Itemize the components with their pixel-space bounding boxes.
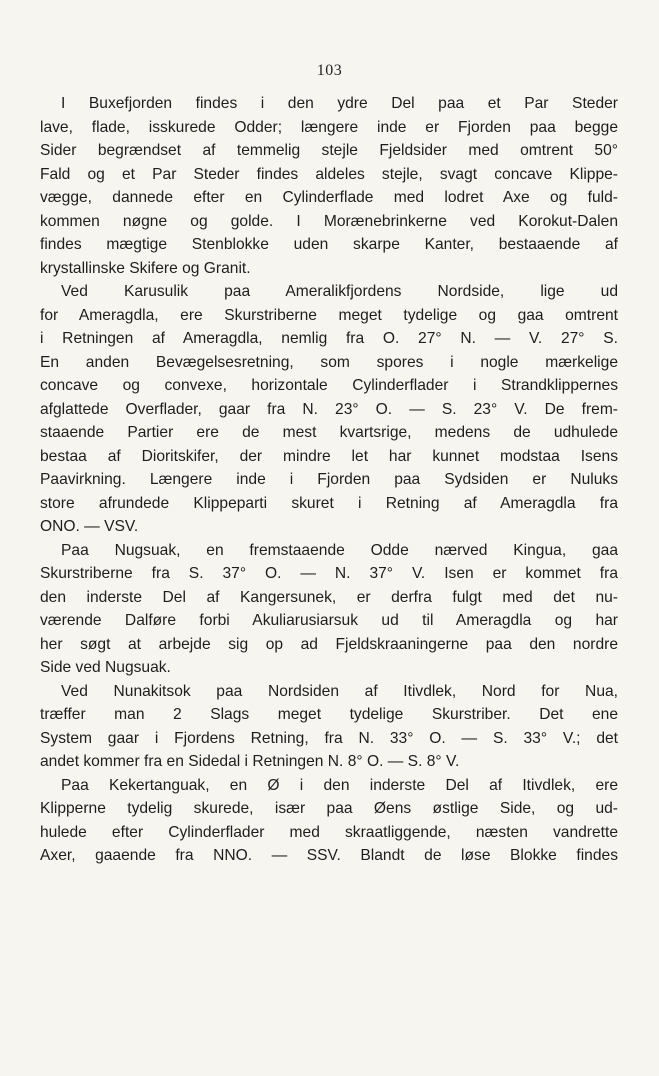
- text-line: staaende Partier ere de mest kvartsrige, medens de udhulede: [40, 424, 618, 441]
- text-line: Fald og et Par Steder findes aldeles stejle, svagt concave Klippe-: [40, 165, 618, 183]
- text-line: vægge, dannede efter en Cylinderflade med lodret Axe og fuld-: [40, 189, 618, 206]
- text-line: Klipperne tydelig skurede, især paa Øens østlige Side, og ud-: [40, 800, 618, 817]
- text-line: værende Dalføre forbi Akuliarusiarsuk ud til Ameragdla og har: [40, 612, 618, 629]
- text-line: hulede efter Cylinderflader med skraatliggende, næsten vandrette: [40, 823, 618, 841]
- text-line: Paa Nugsuak, en fremstaaende Odde nærved Kingua, gaa: [61, 541, 618, 559]
- page-number: 103: [316, 62, 343, 79]
- text-line: I Buxefjorden findes i den ydre Del paa et Par Steder: [61, 95, 618, 112]
- text-line: Side ved Nugsuak.: [40, 659, 171, 676]
- text-line: store afrundede Klippeparti skuret i Retning af Ameragdla fra: [40, 494, 618, 512]
- text-line: træffer man 2 Slags meget tydelige Skurstriber. Det ene: [40, 706, 618, 723]
- text-line: her søgt at arbejde sig op ad Fjeldskraaningerne paa den nordre: [40, 635, 618, 653]
- text-line: for Ameragdla, ere Skurstriberne meget tydelige og gaa omtrent: [40, 306, 618, 324]
- text-line: krystallinske Skifere og Granit.: [40, 259, 251, 277]
- text-line: System gaar i Fjordens Retning, fra N. 33° O. — S. 33° V.; det: [40, 729, 618, 747]
- text-line: Ved Karusulik paa Ameralikfjordens Nordside, lige ud: [61, 283, 618, 300]
- text-line: findes mægtige Stenblokke uden skarpe Kanter, bestaaende af: [40, 236, 618, 253]
- text-line: ONO. — VSV.: [40, 518, 139, 535]
- text-line: den inderste Del af Kangersunek, er derfra fulgt med det nu-: [40, 588, 618, 606]
- body-text: [40, 92, 618, 868]
- text-line: En anden Bevægelsesretning, som spores i nogle mærkelige: [40, 353, 618, 371]
- text-line: Sider begrændset af temmelig stejle Fjeldsider med omtrent 50°: [40, 142, 618, 159]
- text-line: i Retningen af Ameragdla, nemlig fra O. 27° N. — V. 27° S.: [40, 330, 618, 347]
- text-line: Paavirkning. Længere inde i Fjorden paa Sydsiden er Nuluks: [40, 471, 618, 488]
- text-line: afglattede Overflader, gaar fra N. 23° O. — S. 23° V. De frem-: [40, 400, 618, 418]
- text-line: Skurstriberne fra S. 37° O. — N. 37° V. Isen er kommet fra: [40, 565, 618, 582]
- text-line: andet kommer fra en Sidedal i Retningen N. 8° O. — S. 8° V.: [40, 753, 460, 770]
- text-line: concave og convexe, horizontale Cylinderflader i Strandklippernes: [40, 377, 618, 394]
- text-line: Axer, gaaende fra NNO. — SSV. Blandt de løse Blokke findes: [40, 847, 618, 864]
- text-line: bestaa af Dioritskifer, der mindre let har kunnet modstaa Isens: [40, 447, 618, 465]
- text-line: Ved Nunakitsok paa Nordsiden af Itivdlek, Nord for Nua,: [61, 682, 618, 700]
- text-line: kommen nøgne og golde. I Morænebrinkerne ved Korokut-Dalen: [40, 212, 618, 230]
- text-line: Paa Kekertanguak, en Ø i den inderste Del af Itivdlek, ere: [61, 776, 618, 794]
- text-line: lave, flade, isskurede Odder; længere inde er Fjorden paa begge: [40, 118, 618, 136]
